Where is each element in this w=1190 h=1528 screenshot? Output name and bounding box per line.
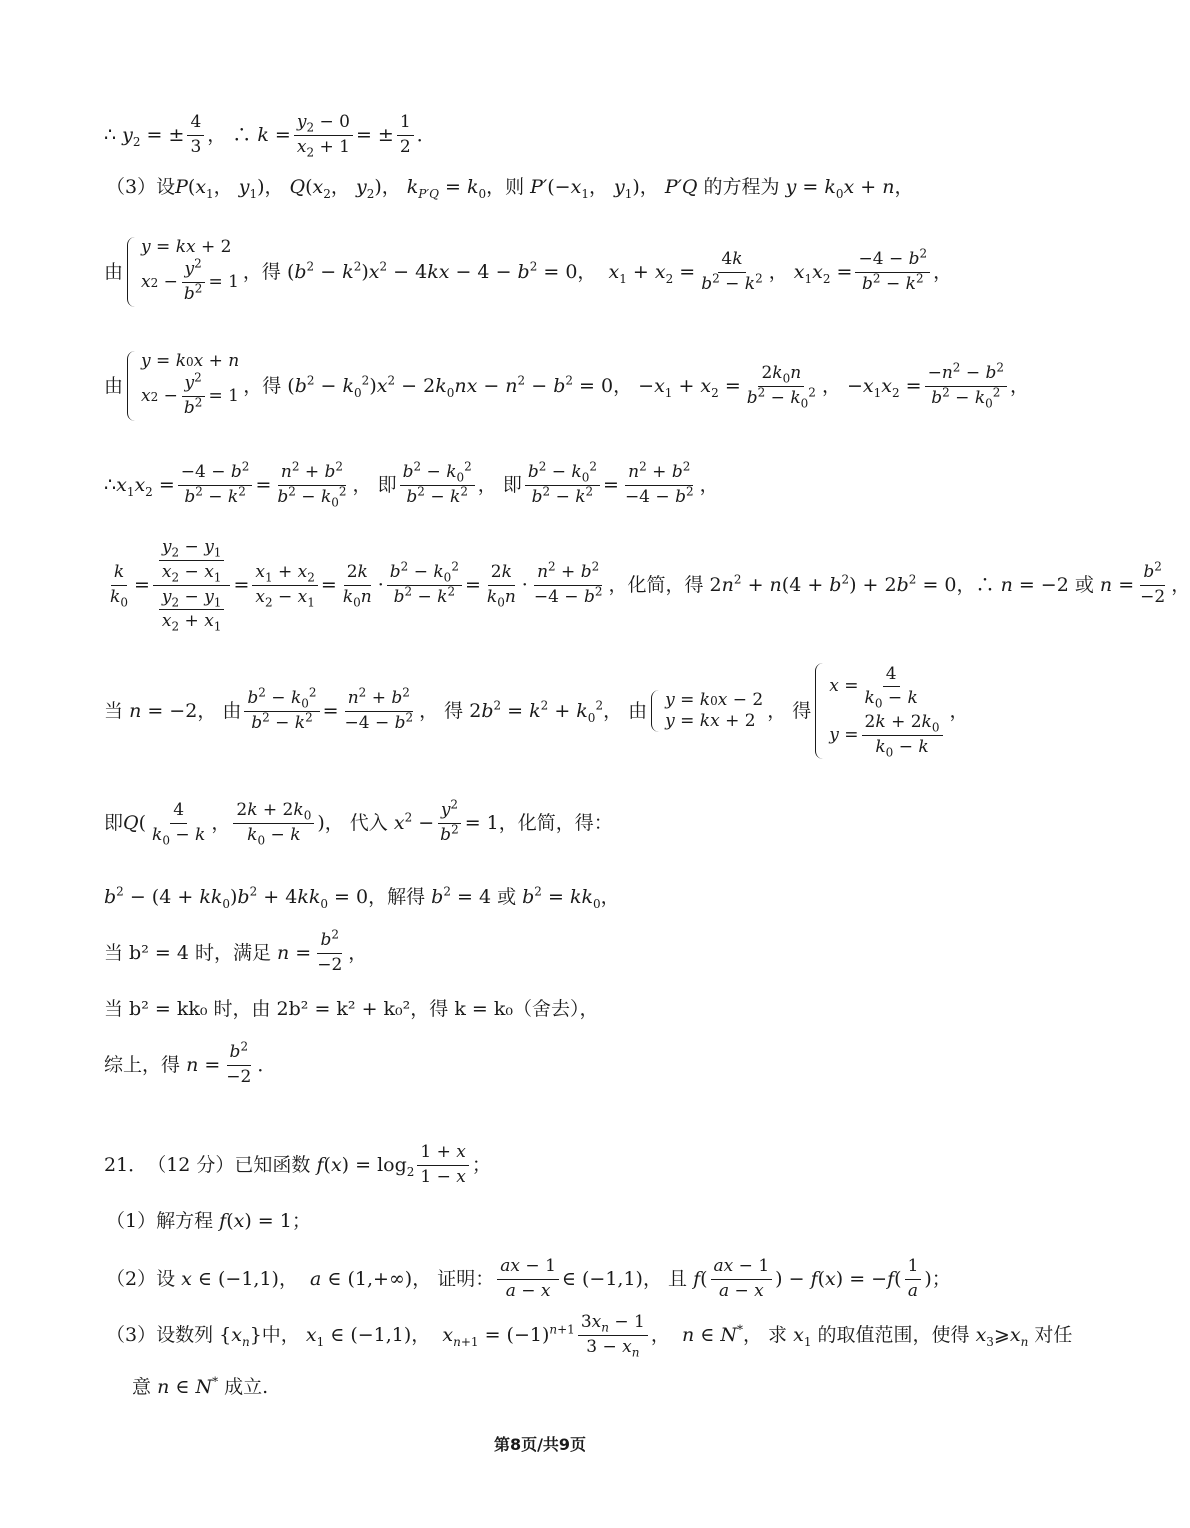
equation-system: y = k 0 x + n x 2 − $\frac{y^2}{b^2}$ = 1 <box>127 351 239 420</box>
problem-21-part-2: （2）设 x ∈ (−1,1)， a ∈ (1,+∞)， 证明： $\frac{ax - 1}{a - x}$ ∈ (−1,1)， 且 f( $\frac{ax - 1}{a - x}$ ) − f(x) = −f( $\frac{1}{a}$ )； <box>106 1255 951 1301</box>
solution-line-11: 当 b² = kk₀ 时，由 2b² = k² + k₀²，得 k = k₀（舍去）， <box>104 997 599 1020</box>
solution-line-5: ∴ $x_1x_2$ = $\frac{-4 - b^2}{b^2 - k^2}$ = $\frac{n^2 + b^2}{b^2 - k_0^2}$ ， 即 $\frac{b^2 - k_0^2}{b^2 - k^2}$ ， 即 $\frac{b^2 - k_0^2}{b^2 - k^2}$ = $\frac{n^2 + b^2}{-4 - b^2}$ ， <box>104 459 719 509</box>
problem-21-part-3-cont: 意 n ∈ N* 成立. <box>132 1374 269 1398</box>
solution-line-3: 由 y = kx + 2 x 2 − $\frac{y^2}{b^2}$ = 1 ，得 $(b^2 - k^2)x^2 - 4kx - 4 - b^2 = 0$， $x_1 + x_2$ = $\frac{4k}{b^2 - k^2}$ ， $x_1x_2$ = $\frac{-4 - b^2}{b^2 - k^2}$ ， <box>104 230 1020 314</box>
solution-line-12: 综上，得 n = $\frac{b^2}{-2}$ ． <box>104 1039 277 1087</box>
problem-21-stem: 21． （12 分） 已知函数 $f(x) = \log_2$ $\frac{1 + x}{1 - x}$ ； <box>104 1141 491 1187</box>
part-label: （3）设 <box>106 175 176 198</box>
solution-line-6: $\frac{k}{k_0}$ = $\frac{\frac{y_2 - y_1}{x_2 - x_1}}{\frac{y_2 - y_1}{x_2 + x_1}}$ = $\frac{x_1 + x_2}{x_2 - x_1}$ = $\frac{2k}{k_0n}$ · $\frac{b^2 - k_0^2}{b^2 - k^2}$ = $\frac{2k}{k_0n}$ · $\frac{n^2 + b^2}{-4 - b^2}$ ， 化简，得 $2n^2 + n(4 + b^2) + 2b^2 = 0$，∴ n = −2 或 n = $\frac{b^2}{-2}$ ， <box>110 537 1190 634</box>
equation-system: y = kx + 2 x 2 − $\frac{y^2}{b^2}$ = 1 <box>127 237 239 306</box>
solution-line-10: 当 b² = 4 时，满足 n = $\frac{b^2}{-2}$ ， <box>104 927 368 975</box>
problem-21-part-1: （1）解方程 f(x) = 1； <box>106 1209 311 1232</box>
solution-line-4: 由 y = k 0 x + n x 2 − $\frac{y^2}{b^2}$ = 1 ，得 $(b^2 - k_0^2)x^2 - 2k_0nx - n^2 - b^2 = 0$， $-x_1 + x_2$ = $\frac{2k_0n}{b^2 - k_0^2}$ ， $-x_1x_2$ = $\frac{-n^2 - b^2}{b^2 - k_0^2}$ ， <box>104 344 1020 428</box>
solution-line-9: $b^2 - (4 + kk_0)b^2 + 4kk_0 = 0$， 解得 $b^2 = 4$ 或 $b^2 = kk_0$， <box>104 884 620 911</box>
solution-line-8: 即 Q( $\frac{4}{k_0 - k}$ ， $\frac{2k + 2k_0}{k_0 - k}$ )， 代入 $x^2$ − $\frac{y^2}{b^2}$ = 1， 化简，得： <box>104 797 613 847</box>
problem-21-part-3: （3）设数列 $\{x_n\}$ 中， $x_1$ ∈ (−1,1)， $x_{n+1} = (-1)^{n+1}$ $\frac{3x_n - 1}{3 - x_n}$ ， n ∈ N*， 求 $x_1$ 的取值范围，使得 $x_3⩾x_n$ 对任 <box>106 1311 1073 1359</box>
solution-line-7: 当 n = −2， 由 $\frac{b^2 - k_0^2}{b^2 - k^2}$ = $\frac{n^2 + b^2}{-4 - b^2}$ ， 得 $2b^2 = k^2 + k_0^2$， 由 y = k 0 x − 2 y = kx + 2 ， 得 x = $\frac{4}{k_0 - k}$ y = $\frac{2k + 2k_0}{k_0 - k}$ ， <box>104 663 969 759</box>
page-footer: 第8页/共9页 <box>493 1435 587 1454</box>
compound-fraction: $\frac{\frac{y_2 - y_1}{x_2 - x_1}}{\frac{y_2 - y_1}{x_2 + x_1}}$ <box>153 538 231 631</box>
solution-line-2: （3）设 $P(x_1$， $y_1$)， $Q(x_2$， $y_2$)， $k_{P'Q} = k_0$，则 $P'(-x_1$， $y_1$)， P′Q 的方程为 $y = k_0x + n$， <box>106 175 914 201</box>
solution-line-1: ∴ $y_2$ = ± $\frac{4}{3}$ ， ∴ k = $\frac{y_2 - 0}{x_2 + 1}$ = ± $\frac{1}{2}$ ． <box>104 111 436 159</box>
